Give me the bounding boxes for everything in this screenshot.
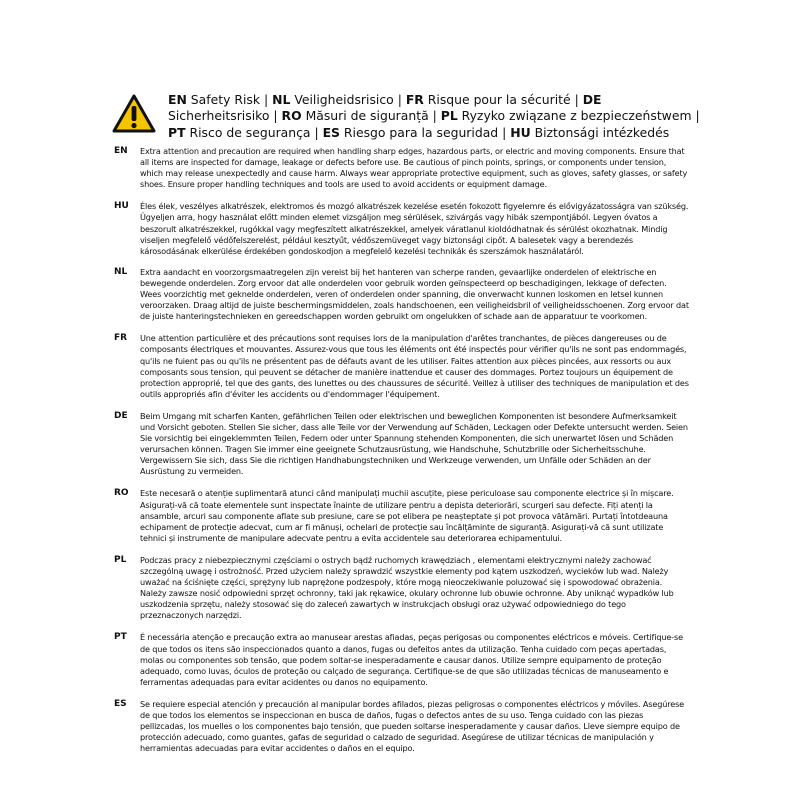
language-text: Este necesară o atenție suplimentară atunci când manipulați muchii ascuțite, piese periculoase sau componente electrice și în mișcare. Asigurați-vă că toate elementele sunt inspectate înainte de utilizare pentru a depista deteriorări, scurgeri sau defecte. Fiți atenți la ansamble, arcuri sau componente aflate sub presiune, care se pot elibera pe neașteptate și pot provoca vătămări. Purtați întotdeauna echipament de protecție adecvat, cum ar fi mănuși, ochelari de protecție sau încălțăminte de siguranță. Asigurați-vă că sunt utilizate tehnici și instrumente de manipulare adecvate pentru a evita accidentele sau deteriorarea echipamentului. bbox=[140, 488, 674, 543]
header-label: Ryzyko związane z bezpieczeństwem bbox=[461, 108, 692, 124]
header-label: Biztonsági intézkedés bbox=[534, 124, 670, 140]
language-code: NL bbox=[114, 266, 128, 277]
language-code: RO bbox=[114, 488, 129, 499]
language-text: Beim Umgang mit scharfen Kanten, gefährlichen Teilen oder elektrischen und beweglichen Komponenten ist besondere Aufmerksamkeit und Vorsicht geboten. Stellen Sie sicher, dass alle Teile vor der Verwendung auf Schäden, Leckagen oder Defekte untersucht werden. Seien Sie vorsichtig bei eingeklemmten Teilen, Federn oder unter Spannung stehenden Komponenten, die sich unerwartet lösen und Schäden verursachen können. Tragen Sie immer eine geeignete Schutzausrüstung, wie Handschuhe, Schutzbrille oder Sicherheitsschuhe. Vergewissern Sie sich, dass Sie die richtigen Handhabungstechniken und Werkzeuge verwenden, um Unfälle oder Schäden an der Ausrüstung zu vermeiden. bbox=[140, 410, 688, 477]
header-code: DE bbox=[582, 92, 602, 107]
language-text: Se requiere especial atención y precaución al manipular bordes afilados, piezas peligrosas o componentes eléctricos y móviles. Asegúrese de que todos los elementos se inspeccionan en busca de daños, fugas o defectos antes de su uso. Tenga cuidado con las piezas pellizcadas, los muelles o los componentes bajo tensión, que pueden soltarse inesperadamente y causar daños. Lleve siempre equipo de protección adecuado, como guantes, gafas de seguridad o calzado de seguridad. Asegúrese de utilizar técnicas de manipulación y herramientas adecuadas para evitar accidentes o daños en el equipo. bbox=[140, 698, 684, 754]
warning-exclamation-dot bbox=[131, 123, 136, 128]
language-code: DE bbox=[114, 410, 128, 421]
header-separator: | bbox=[428, 108, 441, 124]
warning-triangle-icon bbox=[112, 94, 156, 134]
header-separator: | bbox=[498, 124, 511, 140]
language-section-es bbox=[114, 699, 690, 754]
header-code: FR bbox=[405, 92, 424, 107]
header-label: Risco de segurança bbox=[189, 124, 311, 140]
header-code: HU bbox=[510, 124, 531, 140]
language-code: PL bbox=[114, 554, 127, 565]
warning-exclamation-bar bbox=[132, 106, 137, 121]
language-section-hu bbox=[114, 201, 690, 256]
header-separator: | bbox=[310, 124, 323, 140]
language-text: Podczas pracy z niebezpiecznymi częściami o ostrych bądź ruchomych krawędziach , elementami elektrycznymi należy zachować szczególną uwagę i ostrożność. Przed użyciem należy sprawdzić wszystkie elementy pod kątem uszkodzeń, wycieków lub wad. Należy uważać na ściśnięte części, sprężyny lub naprężone podzespoły, które mogą nieoczekiwanie poluzować się i spowodować obrażenia. Należy zawsze nosić odpowiedni sprzęt ochronny, taki jak rękawice, okulary ochronne lub obuwie ochronne. Aby uniknąć wypadków lub uszkodzenia sprzętu, należy stosować się do zaleceń zawartych w instrukcjach obsługi oraz używać odpowiedniego do tego przeznaczonych narzędzi. bbox=[140, 554, 674, 621]
header-code: NL bbox=[272, 92, 291, 107]
header-label: Măsuri de siguranță bbox=[305, 108, 429, 124]
language-section-pt bbox=[114, 632, 690, 687]
header-separator: | bbox=[570, 92, 583, 107]
header-label: Riesgo para la seguridad bbox=[343, 124, 499, 140]
header-label: Veiligheidsrisico bbox=[294, 92, 394, 107]
language-sections bbox=[114, 146, 690, 754]
header-label: Risque pour la sécurité bbox=[427, 92, 571, 107]
header bbox=[112, 92, 702, 141]
language-section-fr bbox=[114, 333, 690, 400]
language-code: PT bbox=[114, 632, 127, 643]
header-label: Sicherheitsrisiko bbox=[168, 108, 270, 124]
header-code: EN bbox=[168, 92, 187, 107]
language-section-en bbox=[114, 146, 690, 190]
language-code: ES bbox=[114, 698, 127, 709]
language-text: Extra attention and precaution are required when handling sharp edges, hazardous parts, or electric and moving components. Ensure that all items are inspected for damage, leakage or defects before use. Be cautious of pinch points, springs, or components under tension, which may release unexpectedly and cause harm. Always wear appropriate protective equipment, such as gloves, safety glasses, or safety shoes. Ensure proper handling techniques and tools are used to avoid accidents or equipment damage. bbox=[140, 146, 688, 190]
language-text: Une attention particulière et des précautions sont requises lors de la manipulation d'arêtes tranchantes, de pièces dangereuses ou de composants électriques et mouvantes. Assurez-vous que tous les éléments ont été inspectés pour vérifier qu'ils ne sont pas endommagés, qu'ils ne fuient pas ou qu'ils ne présentent pas de défauts avant de les utiliser. Faites attention aux pièces pincées, aux ressorts ou aux composants sous tension, qui peuvent se détacher de manière inattendue et causer des dommages. Portez toujours un équipement de protection approprié, tel que des gants, des lunettes ou des chaussures de sécurité. Veillez à utiliser des techniques de manipulation et des outils appropriés afin d'éviter les accidents ou d'endommager l'équipement. bbox=[140, 333, 689, 399]
language-code: EN bbox=[114, 146, 128, 156]
header-title bbox=[168, 92, 702, 141]
language-section-pl bbox=[114, 555, 690, 622]
header-code: PL bbox=[440, 108, 458, 124]
language-text: Extra aandacht en voorzorgsmaatregelen zijn vereist bij het hanteren van scherpe randen, gevaarlijke onderdelen of elektrische en bewegende onderdelen. Zorg ervoor dat alle onderdelen voor gebruik worden geïnspecteerd op beschadigingen, lekkage of defecten. Wees voorzichtig met geknelde onderdelen, veren of onderdelen onder spanning, die onverwacht kunnen loskomen en letsel kunnen veroorzaken. Draag altijd de juiste beschermingsmiddelen, zoals handschoenen, een veiligheidsbril of veiligheidsschoenen. Zorg ervoor dat de juiste hanteringstechnieken en gereedschappen worden gebruikt om ongelukken of schade aan de apparatuur te voorkomen. bbox=[140, 266, 689, 322]
header-separator: | bbox=[260, 92, 273, 107]
language-section-ro bbox=[114, 488, 690, 543]
language-code: HU bbox=[114, 201, 129, 212]
header-separator: | bbox=[393, 92, 406, 107]
header-code: PT bbox=[168, 124, 186, 140]
header-code: ES bbox=[322, 124, 340, 140]
header-separator: | bbox=[269, 108, 282, 124]
header-separator: | bbox=[691, 108, 700, 124]
language-text: É necessária atenção e precaução extra ao manusear arestas afiadas, peças perigosas ou componentes eléctricos e móveis. Certifique-se de que todos os itens são inspeccionados quanto a danos, fugas ou defeitos antes da utilização. Tenha cuidado com peças apertadas, molas ou componentes sob tensão, que podem soltar-se inesperadamente e causar danos. Utilize sempre equipamento de proteção adequado, como luvas, óculos de proteção ou calçado de segurança. Certifique-se de que são utilizadas técnicas de manuseamento e ferramentas adequadas para evitar acidentes ou danos no equipamento. bbox=[140, 632, 683, 687]
language-section-nl bbox=[114, 267, 690, 322]
language-section-de bbox=[114, 411, 690, 478]
language-code: FR bbox=[114, 333, 128, 344]
header-label: Safety Risk bbox=[190, 92, 261, 107]
header-code: RO bbox=[281, 108, 302, 124]
language-text: Éles élek, veszélyes alkatrészek, elektromos és mozgó alkatrészek kezelése esetén fokozott figyelemre és elővigyázatosságra van szükség. Ügyeljen arra, hogy használat előtt minden elemet vizsgáljon meg sérülések, szivárgás vagy hibák szempontjából. Legyen óvatos a beszorult alkatrészekkel, rugókkal vagy megfeszített alkatrészekkel, amelyek váratlanul kioldódhatnak és sérülést okozhatnak. Mindig viseljen megfelelő védőfelszerelést, például kesztyűt, védőszemüveget vagy biztonsági cipőt. A balesetek vagy a berendezés károsodásának elkerülése érdekében gondoskodjon a megfelelő kezelési technikák és szerszámok használatáról. bbox=[140, 201, 689, 256]
